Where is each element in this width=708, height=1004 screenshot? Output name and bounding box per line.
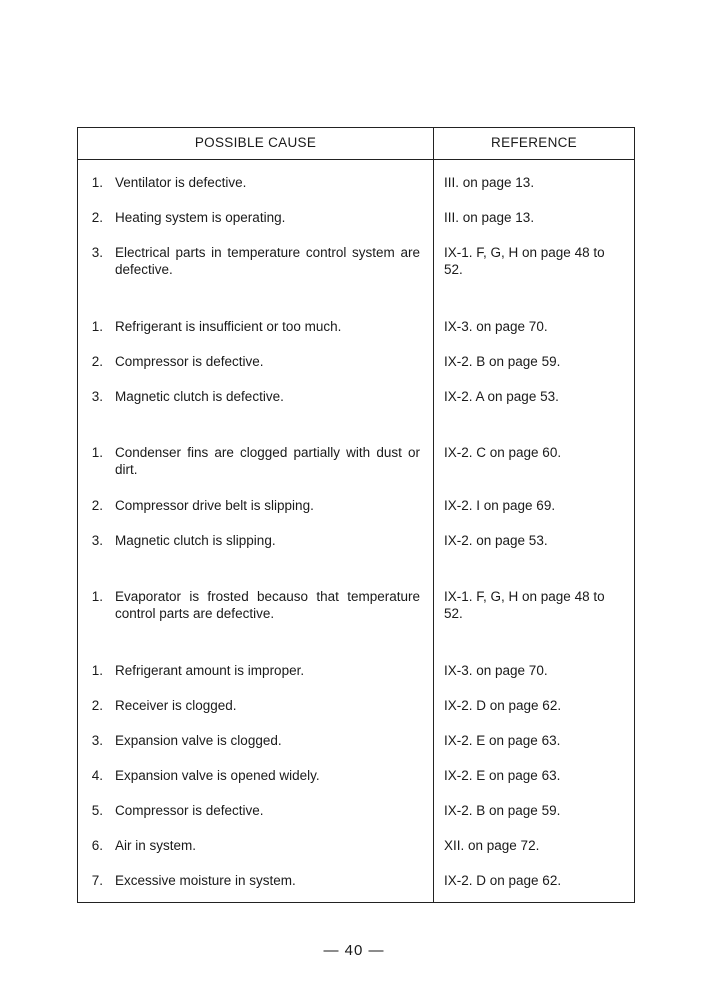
row-number: 6. xyxy=(91,838,103,853)
row-cause: Refrigerant is insufficient or too much. xyxy=(115,319,342,334)
row-reference: IX-3. on page 70. xyxy=(444,319,548,334)
row-reference: IX-2. A on page 53. xyxy=(444,389,559,404)
row-reference: IX-1. F, G, H on page 48 to 52. xyxy=(444,245,605,277)
row-reference: IX-3. on page 70. xyxy=(444,663,548,678)
row-number: 1. xyxy=(91,589,103,604)
row-cause: Magnetic clutch is slipping. xyxy=(115,533,276,548)
row-cause: Receiver is clogged. xyxy=(115,698,237,713)
row-number: 7. xyxy=(91,873,103,888)
row-number: 5. xyxy=(91,803,103,818)
row-number: 2. xyxy=(91,698,103,713)
row-reference: IX-2. I on page 69. xyxy=(444,498,556,513)
row-cause: Refrigerant amount is improper. xyxy=(115,663,305,678)
row-number: 2. xyxy=(91,354,103,369)
page-number: — 40 — xyxy=(323,942,385,959)
row-number: 1. xyxy=(91,445,103,460)
row-reference: IX-1. F, G, H on page 48 to 52. xyxy=(444,589,605,621)
row-number: 1. xyxy=(91,175,103,190)
column-divider xyxy=(433,128,434,902)
row-reference: IX-2. B on page 59. xyxy=(444,803,561,818)
row-reference: IX-2. on page 53. xyxy=(444,533,548,548)
row-number: 3. xyxy=(91,733,103,748)
row-reference: IX-2. B on page 59. xyxy=(444,354,561,369)
row-cause: Compressor is defective. xyxy=(115,354,264,369)
row-number: 3. xyxy=(91,389,103,404)
row-reference: IX-2. D on page 62. xyxy=(444,698,562,713)
row-cause: Compressor is defective. xyxy=(115,803,264,818)
row-cause: Heating system is operating. xyxy=(115,210,286,225)
row-reference: IX-2. E on page 63. xyxy=(444,768,561,783)
row-cause: Ventilator is defective. xyxy=(115,175,247,190)
row-reference: III. on page 13. xyxy=(444,175,535,190)
header-reference: REFERENCE xyxy=(491,135,577,150)
row-cause: Excessive moisture in system. xyxy=(115,873,296,888)
row-number: 1. xyxy=(91,319,103,334)
header-possible-cause: POSSIBLE CAUSE xyxy=(194,135,317,150)
row-reference: IX-2. D on page 62. xyxy=(444,873,562,888)
row-reference: IX-2. C on page 60. xyxy=(444,445,562,460)
row-cause: Condenser fins are clogged partially with dust or dirt. xyxy=(115,445,420,477)
row-cause: Magnetic clutch is defective. xyxy=(115,389,284,404)
row-number: 1. xyxy=(91,663,103,678)
troubleshooting-table xyxy=(77,127,635,903)
row-reference: III. on page 13. xyxy=(444,210,535,225)
row-number: 2. xyxy=(91,498,103,513)
row-reference: IX-2. E on page 63. xyxy=(444,733,561,748)
header-divider xyxy=(78,159,634,160)
row-number: 2. xyxy=(91,210,103,225)
row-cause: Expansion valve is clogged. xyxy=(115,733,282,748)
row-cause: Evaporator is frosted becauso that temperature control parts are defective. xyxy=(115,589,420,621)
row-number: 4. xyxy=(91,768,103,783)
row-cause: Compressor drive belt is slipping. xyxy=(115,498,314,513)
row-reference: XII. on page 72. xyxy=(444,838,540,853)
row-cause: Expansion valve is opened widely. xyxy=(115,768,320,783)
row-cause: Air in system. xyxy=(115,838,197,853)
row-number: 3. xyxy=(91,245,103,260)
row-number: 3. xyxy=(91,533,103,548)
row-cause: Electrical parts in temperature control system are defective. xyxy=(115,245,420,277)
